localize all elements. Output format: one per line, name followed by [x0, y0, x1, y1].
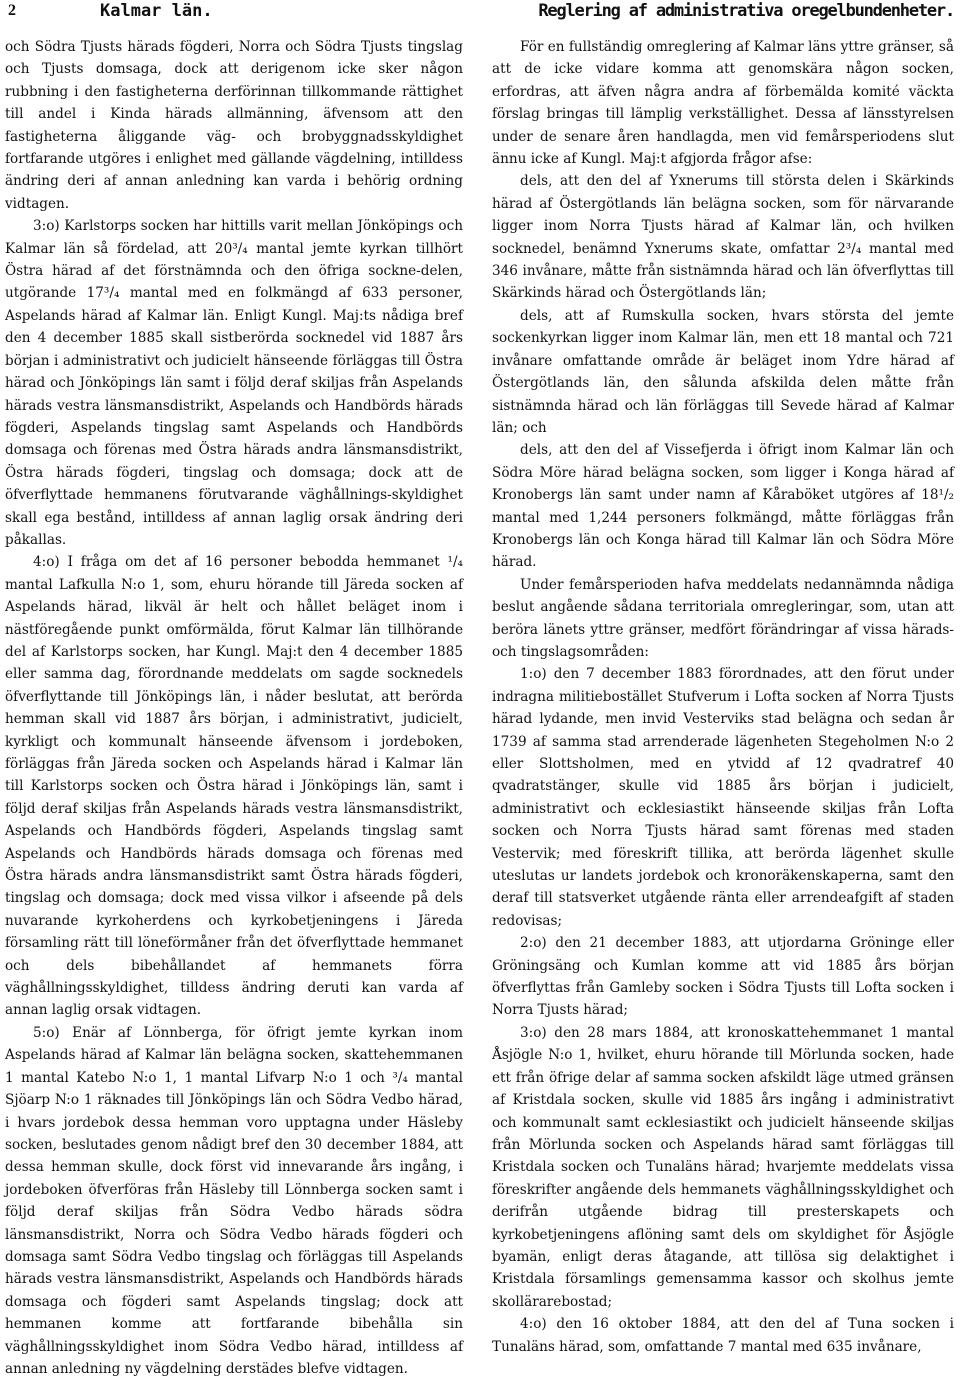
paragraph: För en fullständig omreglering af Kalmar läns yttre gränser, så att de icke vidare komma att genomskära någon socken, erfordras, att äfven några andra af förbemälda komité väckta förslag bringas till lämplig verkställighet. Dessa af länsstyrelsen under de senare åren handlagda, men vid femårsperiodens slut ännu icke af Kungl. Maj:t afgjorda frågor afse: — [492, 39, 954, 168]
paragraph: dels, att af Rumskulla socken, hvars största del jemte sockenkyrkan ligger inom Kalmar län, men ett 18 mantal och 721 invånare omfattande område är beläget inom Ydre härad af Östergötlands län, den sålunda afskilda delen måtte från sistnämnda härad och län förläggas till Sevede härad af Kalmar län; och — [492, 307, 954, 436]
paragraph: Under femårsperioden hafva meddelats nedannämnda nådiga beslut angående sådana territoriala omregleringar, som, utan att beröra länets yttre gränser, medfört förändringar af vissa härads- och tingslagsområden: — [492, 576, 954, 660]
paragraph: 1:o) den 7 december 1883 förordnades, att den förut under indragna militiebostället Stufverum i Lofta socken af Norra Tjusts härad lydande, men invid Vesterviks stad belägna och sedan år 1739 af samma stad arrenderade lägenheten Stegeholmen N:o 2 eller Slottsholmen, med en ytvidd af 12 qvadratref 40 qvadratstänger, skulle vid 1885 års början i judicielt, administrativt och ecklesiastikt hänseende skiljas från Lofta socken och Norra Tjusts härad samt förenas med staden Vestervik; med föreskrift tillika, att berörda lägenhet skulle uteslutas ur landets jordebok och kronoräkenskaperna, samt den deraf till statsverket utgående ränta eller arrendeafgift af staden redovisas; — [492, 666, 954, 929]
right-column — [492, 36, 954, 1355]
paragraph: 2:o) den 21 december 1883, att utjordarna Gröninge eller Gröningsäng och Kumlan komme att vid 1885 års början öfverflyttas från Gamleby socken i Södra Tjusts till Lofta socken i Norra Tjusts härad; — [492, 935, 954, 1019]
paragraph: 4:o) I fråga om det af 16 personer bebodda hemmanet ¹/₄ mantal Lafkulla N:o 1, som, ehuru hörande till Järeda socken af Aspelands härad, likväl är helt och hållet beläget inom i nästföregående punkt omförmälda, förut Kalmar län tillhörande del af Karlstorps socken, har Kungl. Maj:t den 4 december 1885 eller samma dag, förordnande meddelats om sagde socknedels öfverflyttande till Jönköpings län, i nåder beslutat, att berörda hemman skall vid 1887 års början, i administrativt, judicielt, kyrkligt och kommunalt hänseende äfvensom i jordeboken, förläggas från Järeda socken och Aspelands härad i Kalmar län till Karlstorps socken och Östra härad i Jönköpings län, samt i följd deraf skiljas från Aspelands härads vestra länsmansdistrikt, Aspelands och Handbörds fögderi, Aspelands tingslag samt Aspelands och Handbörds härads domsaga och förenas med Östra härads andra länsmansdistrikt samt Östra härads fögderi, tingslag och domsaga; dock med vissa vilkor i afseende på dels nuvarande kyrkoherdens och kyrkobetjeningens i Järeda församling rätt till löneförmåner från det öfverflyttade hemmanet och dels bibehållandet af hemmanets förra väghållningsskyldighet, tilldess ändring deruti kan varda af annan laglig orsak vidtagen. — [5, 554, 463, 1019]
paragraph: 3:o) den 28 mars 1884, att kronoskattehemmanet 1 mantal Åsjögle N:o 1, hvilket, ehuru hörande till Mörlunda socken, hade ett från öfrige delar af samma socken afskildt läge utmed gränsen af Kristdala socken, skulle vid 1885 års ingång i administrativt och kommunalt samt ecklesiastikt och judicielt hänseende skiljas från Mörlunda socken och Aspelands härad samt förläggas till Kristdala socken och Tunaläns härad; hvarjemte meddelats vissa föreskrifter angående dels hemmanets väghållningsskyldighet och derifrån utgående bidrag till presterskapets och kyrkobetjeningens aflöning samt dels om skyldighet för Åsjögle byamän, enligt deras åtagande, att tillösa sig delaktighet i Kristdala församlings gemensamma kassor och skolhus jemte skollärarebostad; — [492, 1024, 954, 1310]
running-title-left: Kalmar län. — [100, 1, 213, 21]
paragraph: 3:o) Karlstorps socken har hittills varit mellan Jönköpings och Kalmar län så fördelad, att 20³/₄ mantal jemte kyrkan tillhört Östra härad af det förstnämnda och den öfriga sockne-delen, utgörande 17³/₄ mantal med en folkmängd af 633 personer, Aspelands härad af Kalmar län. Enligt Kungl. Maj:ts nådiga bref den 4 december 1885 skall sistberörda socknedel vid 1887 års början i administrativt och judicielt hänseende förläggas till Östra härad och Jönköpings län samt i följd deraf skiljas från Aspelands härads vestra länsmansdistrikt, Aspelands och Handbörds härads fögderi, Aspelands tingslag samt Aspelands och Handbörds domsaga och förenas med Östra härads andra länsmansdistrikt, Östra härads fögderi, tingslag och domsaga; dock att de öfverflyttade hemmanens förutvarande väghållnings-skyldighet skall ega bestånd, intilldess af annan laglig orsak ändring deri påkallas. — [5, 218, 463, 548]
paragraph: dels, att den del af Vissefjerda i öfrigt inom Kalmar län och Södra Möre härad belägna socken, som ligger i Konga härad af Kronobergs län samt under namn af Kåraböket utgöres af 18¹/₂ mantal med 1,244 personers folkmängd, måtte förläggas från Kronobergs län och Konga härad till Kalmar län och Södra Möre härad. — [492, 442, 954, 571]
paragraph: och Södra Tjusts härads fögderi, Norra och Södra Tjusts tingslag och Tjusts domsaga, dock att derigenom icke sker någon rubbning i den fastigheterna derförinnan tillkommande rättighet till andel i Kinda härads allmänning, äfvensom att den fastigheterna åliggande väg- och brobyggnadsskyldighet fortfarande utgöres i enlighet med gällande vägdelning, intilldess ändring deri af annan anledning kan varda i behörig ordning vidtagen. — [5, 39, 463, 212]
paragraph: dels, att den del af Yxnerums till största delen i Skärkinds härad af Östergötlands län belägna socken, som för närvarande ligger inom Norra Tjusts härad af Kalmar län, och hvilken socknedel, benämnd Yxnerums skate, omfattar 2³/₄ mantal med 346 invånare, måtte från sistnämnda härad och län öfverflyttas till Skärkinds härad och Östergötlands län; — [492, 173, 954, 302]
paragraph: 4:o) den 16 oktober 1884, att den del af Tuna socken i Tunaläns härad, som, omfattande 7 mantal med 635 invånare, — [492, 1316, 954, 1355]
left-column — [5, 36, 463, 1377]
page-number: 2 — [8, 2, 16, 19]
page-header — [0, 0, 960, 30]
paragraph: 5:o) Enär af Lönnberga, för öfrigt jemte kyrkan inom Aspelands härad af Kalmar län belägna socken, skattehemmanen 1 mantal Katebo N:o 1, 1 mantal Lifvarp N:o 1 och ³/₄ mantal Sjöarp N:o 1 räknades till Jönköpings län och Södra Vedbo härad, i hvars jordebok dessa hemman voro upptagna under Häsleby socken, beslutades genom nådigt bref den 30 december 1884, att dessa hemman skulle, dock först vid innevarande års ingång, i jordeboken öfverföras från Häsleby till Lönnberga socken samt i följd deraf skiljas från Södra Vedbo härads södra länsmansdistrikt, Norra och Södra Vedbo härads fögderi och domsaga samt Södra Vedbo tingslag och förläggas till Aspelands härads vestra länsmansdistrikt, Aspelands och Handbörds härads domsaga och fögderi samt Aspelands tingslag; dock att hemmanen komme att fortfarande bibehålla sin väghållningsskyldighet inom Södra Vedbo härad, intilldess af annan anledning ny vägdelning derstädes blefve vidtagen. — [5, 1024, 463, 1377]
running-title-right: Reglering af administrativa oregelbundenheter. — [538, 1, 954, 21]
